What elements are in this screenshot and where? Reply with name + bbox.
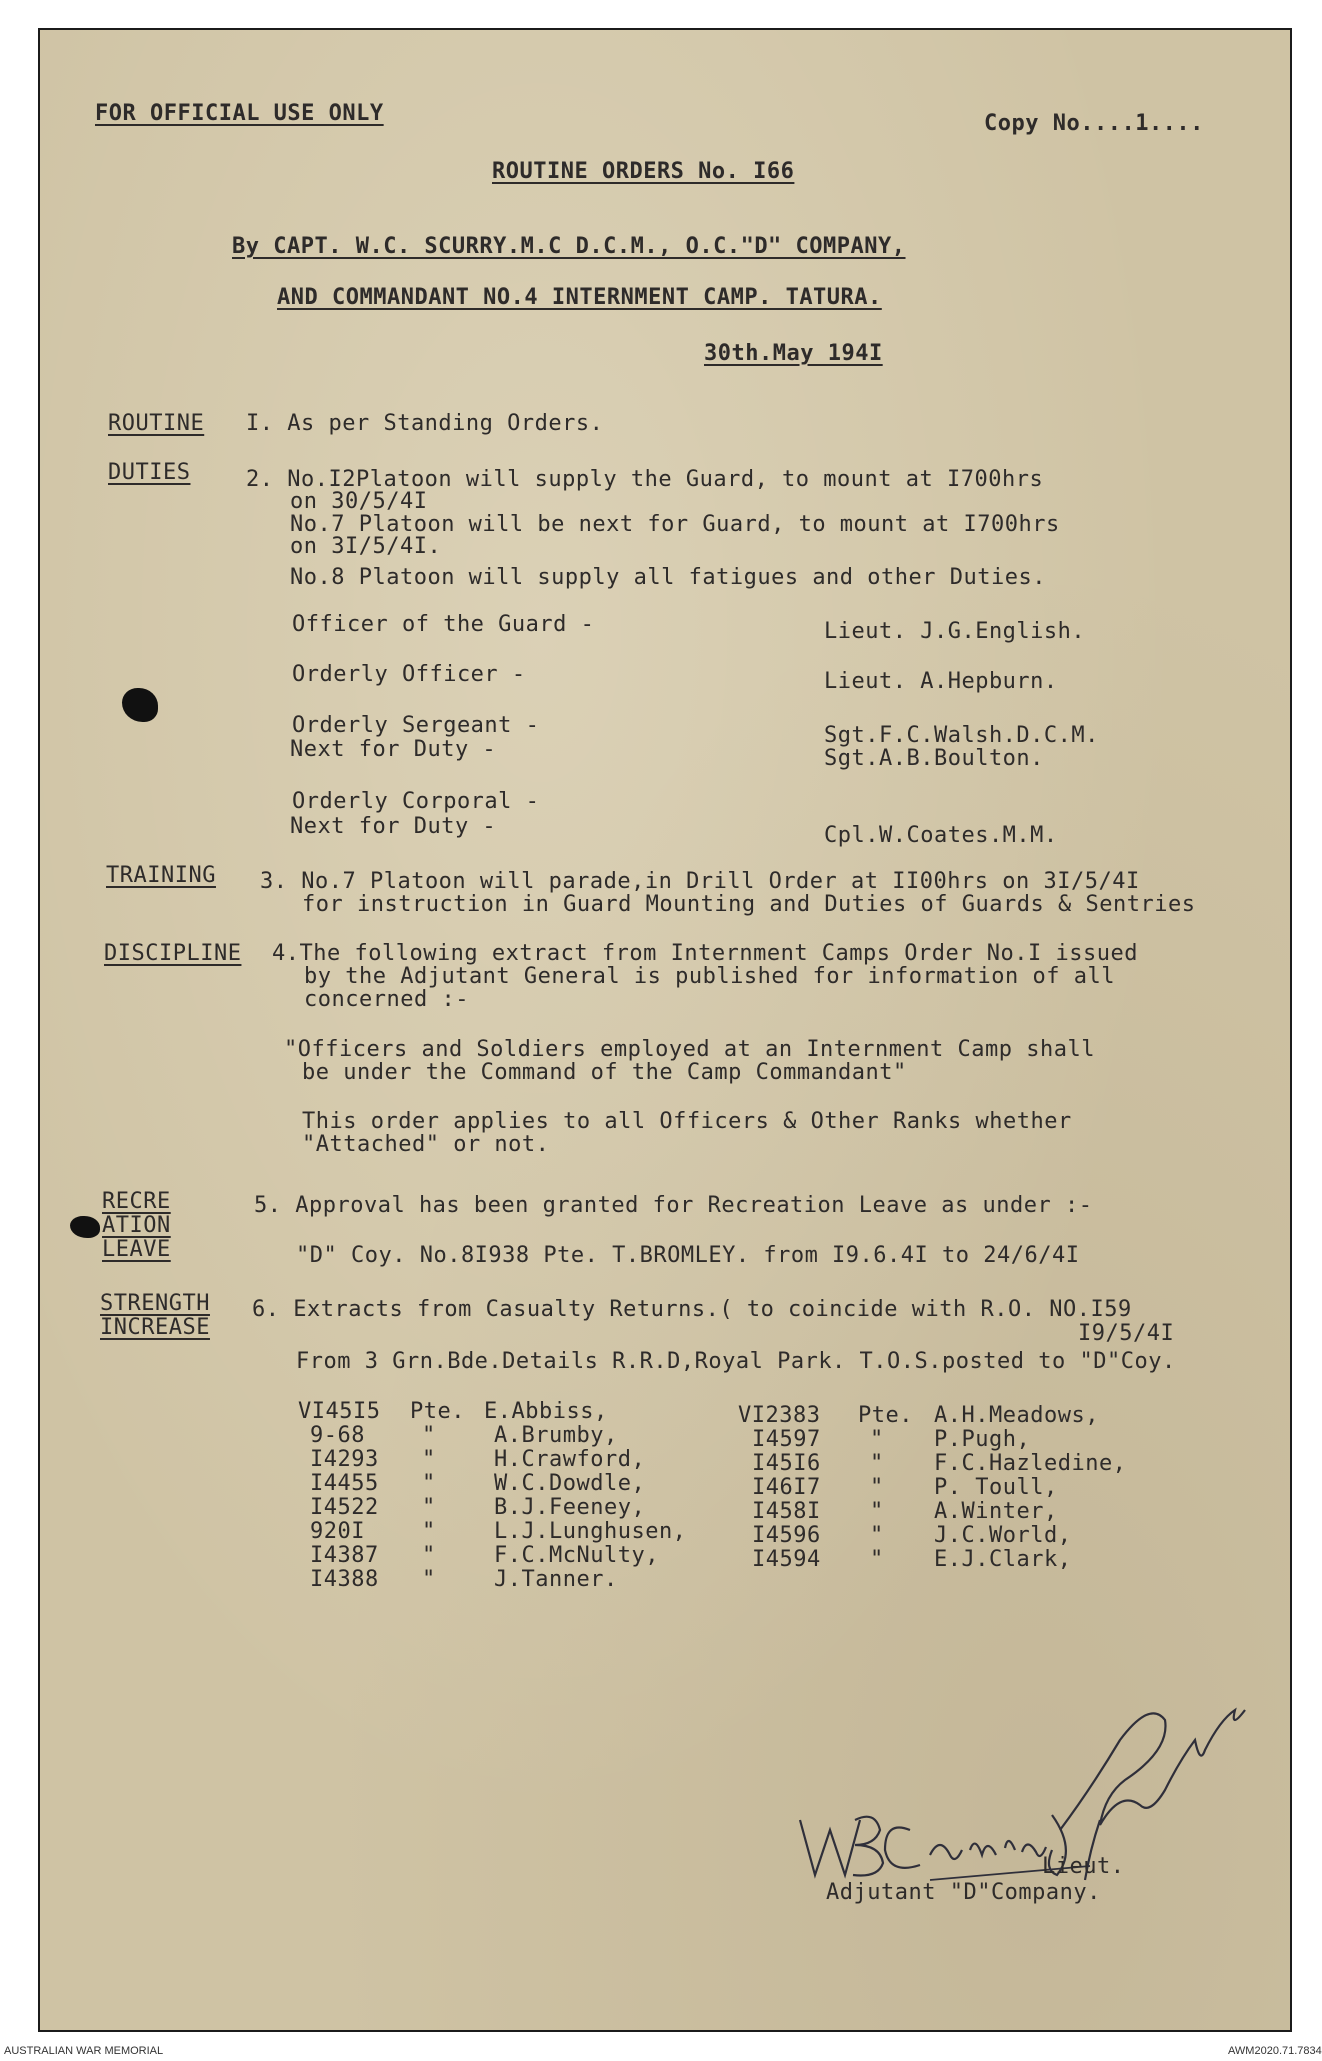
soldier-name: J.Tanner. — [494, 1567, 618, 1592]
duty-role: Orderly Sergeant - — [292, 713, 540, 738]
recreation-line: 5. Approval has been granted for Recreation Leave as under :- — [254, 1193, 1093, 1218]
duty-name: Sgt.A.B.Boulton. — [824, 746, 1044, 771]
rank: " — [870, 1451, 884, 1476]
handwritten-signature — [760, 1670, 1280, 1900]
duties-line: No.8 Platoon will supply all fatigues and other Duties. — [290, 565, 1046, 590]
discipline-note: This order applies to all Officers & Other Ranks whether — [302, 1109, 1072, 1134]
rank: " — [422, 1495, 436, 1520]
recreation-line: "D" Coy. No.8I938 Pte. T.BROMLEY. from I9.6.4I to 24/6/4I — [296, 1243, 1080, 1268]
discipline-quote: "Officers and Soldiers employed at an Internment Camp shall — [284, 1037, 1095, 1062]
service-number: VI2383 — [738, 1403, 821, 1428]
soldier-name: J.C.World, — [934, 1523, 1072, 1548]
rank: " — [422, 1519, 436, 1544]
duty-role: Next for Duty - — [290, 814, 497, 839]
rank: " — [422, 1423, 436, 1448]
discipline-line: by the Adjutant General is published for information of all — [304, 964, 1115, 989]
discipline-line: 4.The following extract from Internment Camps Order No.I issued — [272, 941, 1138, 966]
duties-line: on 3I/5/4I. — [290, 534, 442, 559]
duty-role: Orderly Corporal - — [292, 789, 540, 814]
soldier-name: A.Winter, — [934, 1499, 1058, 1524]
rank: " — [422, 1471, 436, 1496]
service-number: 9-68 — [310, 1423, 365, 1448]
strength-line: From 3 Grn.Bde.Details R.R.D,Royal Park. T.O.S.posted to "D"Coy. — [296, 1349, 1176, 1374]
copy-number: Copy No....1.... — [984, 111, 1204, 136]
rank: " — [870, 1427, 884, 1452]
service-number: 920I — [310, 1519, 365, 1544]
rank: " — [870, 1547, 884, 1572]
section-label-duties: DUTIES — [108, 460, 191, 485]
service-number: I4387 — [310, 1543, 379, 1568]
section-label-training: TRAINING — [106, 863, 216, 888]
soldier-name: B.J.Feeney, — [494, 1495, 646, 1520]
duty-name: Lieut. A.Hepburn. — [824, 669, 1058, 694]
service-number: I46I7 — [752, 1475, 821, 1500]
strength-line: I9/5/4I — [1078, 1321, 1175, 1346]
paper-hole — [122, 688, 158, 722]
rank: " — [422, 1447, 436, 1472]
commandant-line: AND COMMANDANT NO.4 INTERNMENT CAMP. TATURA. — [277, 285, 882, 310]
section-label-discipline: DISCIPLINE — [104, 941, 242, 966]
rank: Pte. — [410, 1399, 465, 1424]
soldier-name: E.Abbiss, — [484, 1399, 608, 1424]
routine-text: I. As per Standing Orders. — [246, 411, 604, 436]
duty-name: Cpl.W.Coates.M.M. — [824, 823, 1058, 848]
section-label-strength: STRENGTH — [100, 1291, 210, 1316]
service-number: I4597 — [752, 1427, 821, 1452]
training-line: 3. No.7 Platoon will parade,in Drill Order at II00hrs on 3I/5/4I — [260, 869, 1140, 894]
duty-name: Lieut. J.G.English. — [824, 619, 1086, 644]
service-number: I4596 — [752, 1523, 821, 1548]
service-number: I4594 — [752, 1547, 821, 1572]
soldier-name: L.J.Lunghusen, — [494, 1519, 687, 1544]
soldier-name: F.C.McNulty, — [494, 1543, 659, 1568]
service-number: I45I6 — [752, 1451, 821, 1476]
archive-reference: AWM2020.71.7834 — [1228, 2045, 1322, 2057]
document-date: 30th.May 194I — [704, 341, 883, 366]
duty-role: Officer of the Guard - — [292, 612, 595, 637]
duties-line: on 30/5/4I — [290, 489, 428, 514]
soldier-name: P. Toull, — [934, 1475, 1058, 1500]
duties-line: No.7 Platoon will be next for Guard, to mount at I700hrs — [290, 512, 1060, 537]
soldier-name: A.H.Meadows, — [934, 1403, 1099, 1428]
section-label-recreation: RECRE — [102, 1189, 171, 1214]
rank: " — [870, 1499, 884, 1524]
rank: " — [422, 1543, 436, 1568]
rank: " — [870, 1523, 884, 1548]
signatory-title: Adjutant "D"Company. — [826, 1880, 1101, 1905]
section-label-routine: ROUTINE — [108, 411, 205, 436]
paper-hole — [70, 1216, 100, 1238]
duties-line: 2. No.I2Platoon will supply the Guard, to mount at I700hrs — [246, 467, 1044, 492]
rank: " — [422, 1567, 436, 1592]
duty-role: Orderly Officer - — [292, 662, 526, 687]
soldier-name: A.Brumby, — [494, 1423, 618, 1448]
service-number: I4388 — [310, 1567, 379, 1592]
soldier-name: W.C.Dowdle, — [494, 1471, 646, 1496]
archive-credit: AUSTRALIAN WAR MEMORIAL — [4, 2045, 164, 2057]
discipline-note: "Attached" or not. — [302, 1132, 550, 1157]
rank: " — [870, 1475, 884, 1500]
duty-name: Sgt.F.C.Walsh.D.C.M. — [824, 723, 1099, 748]
section-label-recreation: LEAVE — [102, 1237, 171, 1262]
issuing-officer-line: By CAPT. W.C. SCURRY.M.C D.C.M., O.C."D" COMPANY, — [232, 234, 906, 259]
signatory-rank: Lieut. — [1042, 1854, 1125, 1879]
soldier-name: E.J.Clark, — [934, 1547, 1072, 1572]
service-number: I4455 — [310, 1471, 379, 1496]
discipline-line: concerned :- — [304, 987, 469, 1012]
section-label-recreation: ATION — [102, 1213, 171, 1238]
soldier-name: F.C.Hazledine, — [934, 1451, 1127, 1476]
duty-role: Next for Duty - — [290, 737, 497, 762]
strength-line: 6. Extracts from Casualty Returns.( to coincide with R.O. NO.I59 — [252, 1297, 1132, 1322]
classification-marking: FOR OFFICIAL USE ONLY — [95, 101, 384, 126]
service-number: VI45I5 — [298, 1399, 381, 1424]
soldier-name: P.Pugh, — [934, 1427, 1031, 1452]
rank: Pte. — [858, 1403, 913, 1428]
service-number: I4293 — [310, 1447, 379, 1472]
soldier-name: H.Crawford, — [494, 1447, 646, 1472]
section-label-strength: INCREASE — [100, 1315, 210, 1340]
service-number: I4522 — [310, 1495, 379, 1520]
document-page — [40, 30, 1290, 2030]
training-line: for instruction in Guard Mounting and Duties of Guards & Sentries — [302, 892, 1196, 917]
service-number: I458I — [752, 1499, 821, 1524]
discipline-quote: be under the Command of the Camp Commandant" — [302, 1060, 907, 1085]
document-title: ROUTINE ORDERS No. I66 — [492, 159, 795, 184]
